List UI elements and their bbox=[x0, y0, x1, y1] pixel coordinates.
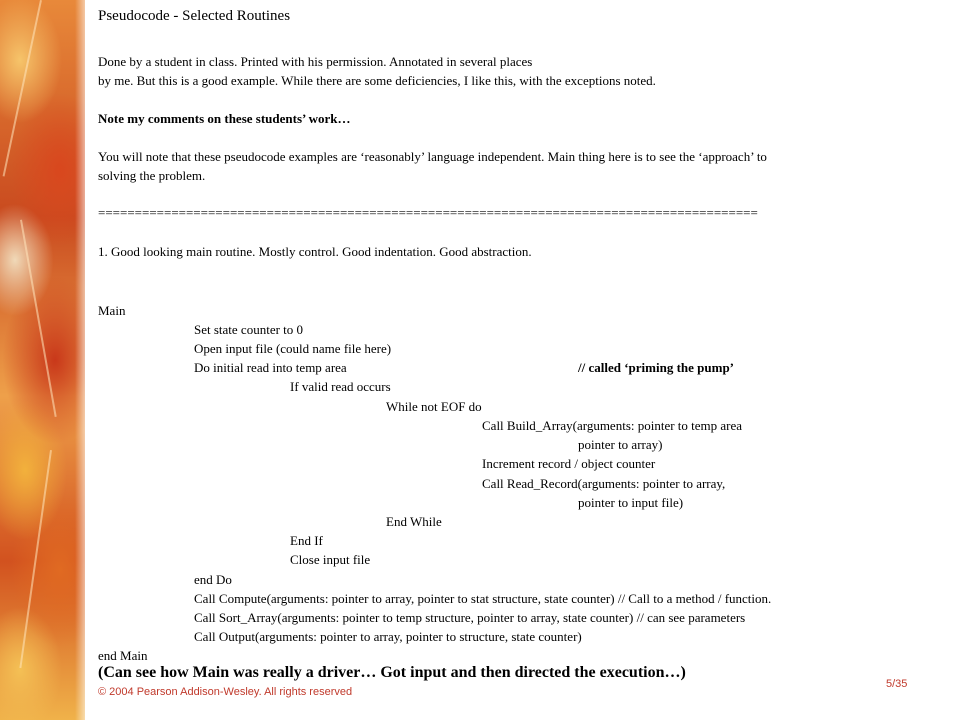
independence-line-2: solving the problem. bbox=[98, 168, 206, 183]
code-read-record-cont: pointer to input file) bbox=[578, 495, 684, 510]
point-1: 1. Good looking main routine. Mostly control. Good indentation. Good abstraction. bbox=[98, 244, 532, 259]
leaf-vein bbox=[3, 0, 42, 176]
leaf-vein bbox=[20, 220, 57, 417]
slide-title: Pseudocode - Selected Routines bbox=[98, 8, 291, 24]
code-end-do: end Do bbox=[194, 572, 232, 587]
autumn-leaves-decoration bbox=[0, 0, 85, 720]
code-end-while: End While bbox=[386, 514, 442, 529]
independence-line-1: You will note that these pseudocode examples are ‘reasonably’ language independent. Main thing here is to see the ‘approach’ to bbox=[98, 149, 767, 164]
code-build-array-cont: pointer to array) bbox=[578, 437, 663, 452]
code-initial-read-comment: // called ‘priming the pump’ bbox=[578, 360, 735, 375]
code-set-counter: Set state counter to 0 bbox=[194, 322, 304, 337]
code-end-if: End If bbox=[290, 533, 323, 548]
footer-copyright: © 2004 Pearson Addison-Wesley. All rights reserved bbox=[98, 686, 353, 698]
code-initial-read: Do initial read into temp area bbox=[194, 360, 347, 375]
code-if-valid: If valid read occurs bbox=[290, 379, 391, 394]
leaf-vein bbox=[19, 450, 52, 668]
code-call-build-array: Call Build_Array(arguments: pointer to temp area bbox=[482, 418, 743, 433]
footer-page-number: 5/35 bbox=[886, 678, 908, 690]
separator-line: ========================================================================================== bbox=[98, 205, 758, 220]
closing-remark: (Can see how Main was really a driver… Got input and then directed the execution…) bbox=[98, 664, 686, 681]
code-call-sort: Call Sort_Array(arguments: pointer to temp structure, pointer to array, state counter) // can see parameters bbox=[194, 610, 746, 625]
code-open-file: Open input file (could name file here) bbox=[194, 341, 392, 356]
code-while-not-eof: While not EOF do bbox=[386, 399, 482, 414]
code-call-read-record: Call Read_Record(arguments: pointer to array, bbox=[482, 476, 726, 491]
code-call-output: Call Output(arguments: pointer to array, pointer to structure, state counter) bbox=[194, 629, 582, 644]
code-main: Main bbox=[98, 303, 126, 318]
code-end-main: end Main bbox=[98, 648, 148, 663]
note-heading: Note my comments on these students’ work… bbox=[98, 111, 351, 126]
code-increment-counter: Increment record / object counter bbox=[482, 456, 656, 471]
code-close-file: Close input file bbox=[290, 552, 371, 567]
intro-line-2: by me. But this is a good example. While there are some deficiencies, I like this, with the exceptions noted. bbox=[98, 73, 656, 88]
intro-line-1: Done by a student in class. Printed with his permission. Annotated in several places bbox=[98, 54, 533, 69]
code-call-compute: Call Compute(arguments: pointer to array, pointer to stat structure, state counter) // Call to a method / function. bbox=[194, 591, 772, 606]
